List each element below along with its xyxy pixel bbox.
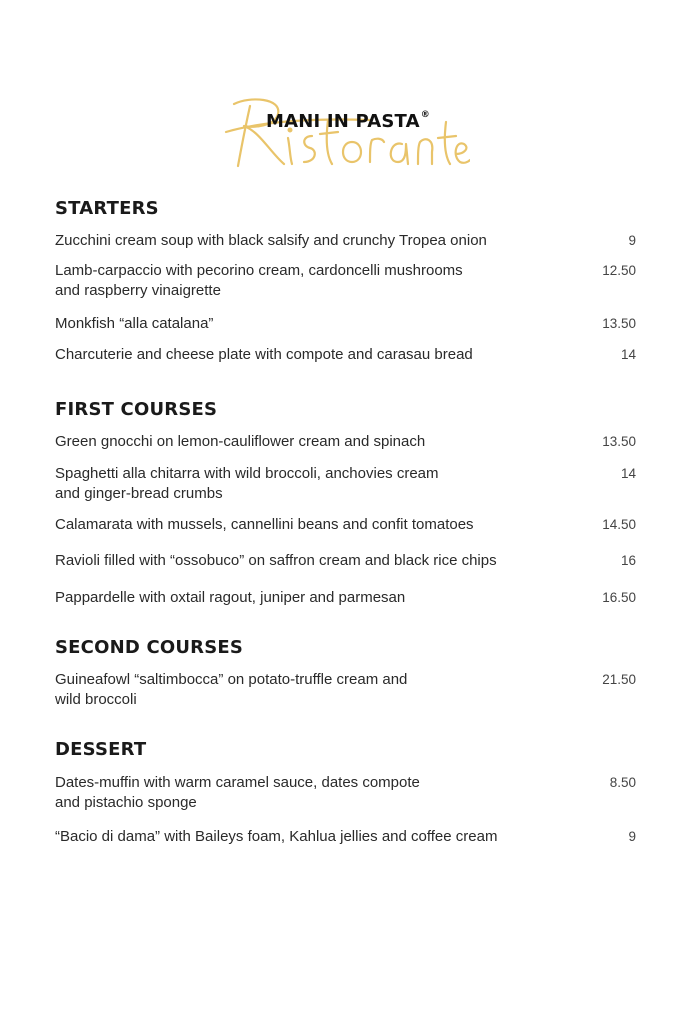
dish-price: 16	[620, 553, 636, 568]
dish-price: 8.50	[609, 775, 636, 790]
dish-price: 14	[620, 466, 636, 481]
dish-name-line2: and ginger-bread crumbs	[55, 485, 223, 502]
dish-price: 9	[628, 829, 636, 844]
dish-name	[55, 345, 575, 365]
dish-price: 12.50	[602, 263, 636, 278]
dish-name-line1: Monkfish “alla catalana”	[55, 315, 214, 332]
section-title: STARTERS	[55, 198, 159, 219]
logo-title	[266, 111, 430, 132]
dish-name-line2: and raspberry vinaigrette	[55, 282, 221, 299]
dish-name-line1: Guineafowl “saltimbocca” on potato-truffle cream and	[55, 671, 408, 688]
dish-price: 13.50	[602, 316, 636, 331]
dish-name-line1: Charcuterie and cheese plate with compote and carasau bread	[55, 346, 473, 363]
dish-price: 21.50	[602, 672, 636, 687]
ristorante-script-logo	[220, 92, 470, 176]
restaurant-name: MANI IN PASTA	[266, 111, 420, 132]
registered-mark: ®	[420, 110, 430, 120]
dish-name-line2: and pistachio sponge	[55, 794, 197, 811]
dish-name-line1: Spaghetti alla chitarra with wild broccoli, anchovies cream	[55, 465, 439, 482]
dish-price: 14	[620, 347, 636, 362]
dish-name-line1: Dates-muffin with warm caramel sauce, dates compote	[55, 774, 420, 791]
dish-name	[55, 827, 575, 847]
dish-name	[55, 515, 575, 535]
dish-name	[55, 464, 575, 504]
dish-name	[55, 432, 575, 452]
dish-name-line1: Ravioli filled with “ossobuco” on saffron cream and black rice chips	[55, 552, 497, 569]
dish-price: 13.50	[602, 434, 636, 449]
dish-name-line1: Lamb-carpaccio with pecorino cream, cardoncelli mushrooms	[55, 262, 463, 279]
dish-name	[55, 773, 575, 813]
dish-price: 16.50	[602, 590, 636, 605]
section-title: DESSERT	[55, 739, 147, 760]
dish-name-line1: Pappardelle with oxtail ragout, juniper and parmesan	[55, 589, 406, 606]
section-title: SECOND COURSES	[55, 637, 244, 658]
dish-price: 14.50	[602, 517, 636, 532]
dish-name-line1: Green gnocchi on lemon-cauliflower cream and spinach	[55, 433, 426, 450]
section-title: FIRST COURSES	[55, 399, 218, 420]
dish-name-line2: wild broccoli	[55, 691, 137, 708]
dish-price: 9	[628, 233, 636, 248]
dish-name	[55, 551, 575, 571]
dish-name	[55, 588, 575, 608]
dish-name-line1: Zucchini cream soup with black salsify and crunchy Tropea onion	[55, 232, 487, 249]
dish-name	[55, 670, 575, 710]
restaurant-logo	[220, 92, 470, 176]
dish-name	[55, 231, 575, 251]
dish-name-line1: Calamarata with mussels, cannellini beans and confit tomatoes	[55, 516, 474, 533]
dish-name	[55, 261, 575, 301]
dish-name	[55, 314, 575, 334]
dish-name-line1: “Bacio di dama” with Baileys foam, Kahlua jellies and coffee cream	[55, 828, 498, 845]
